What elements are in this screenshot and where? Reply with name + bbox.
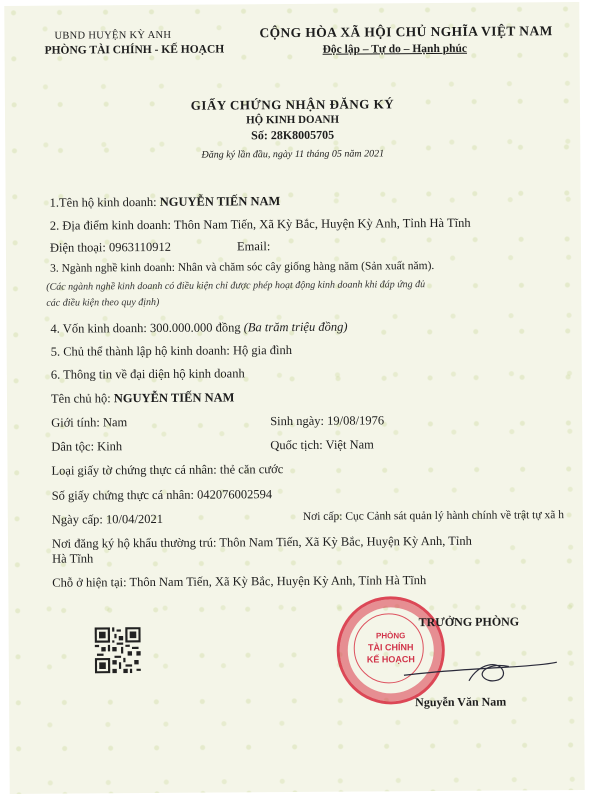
owner-birthdate: Sinh ngày: 19/08/1976 bbox=[270, 413, 385, 429]
owner-nationality: Quốc tịch: Việt Nam bbox=[270, 437, 374, 453]
owner-row bbox=[51, 390, 235, 406]
permanent-residence-line1: Nơi đăng ký hộ khẩu thường trú: Thôn Nam Tiến, Xã Kỳ Bắc, Huyện Kỳ Anh, Tỉnh bbox=[51, 533, 472, 551]
phone-row bbox=[50, 240, 171, 256]
first-registration-date: Đăng ký lần đầu, ngày 11 tháng 05 năm 2021 bbox=[201, 148, 385, 161]
signatory-title: TRƯỞNG PHÒNG bbox=[418, 614, 520, 630]
representative-heading: 6. Thông tin về đại diện hộ kinh doanh bbox=[50, 366, 245, 382]
id-issue-place: Nơi cấp: Cục Cảnh sát quản lý hành chính về trật tự xã h bbox=[302, 509, 564, 523]
owner-gender: Giới tính: Nam bbox=[51, 415, 128, 430]
permanent-residence-line2: Hà Tĩnh bbox=[52, 551, 94, 566]
id-issue-date: Ngày cấp: 10/04/2021 bbox=[51, 511, 163, 527]
id-document-number: Số giấy chứng thực cá nhân: 042076002594 bbox=[51, 487, 273, 503]
business-sector-note-1: (Các ngành nghề kinh doanh có điều kiện chỉ được phép hoạt động kinh doanh khi đáp ứng đủ bbox=[46, 279, 426, 293]
business-name-label: 1.Tên hộ kinh doanh: bbox=[49, 194, 160, 210]
business-sector-note-2: các điều kiện theo quy định) bbox=[46, 296, 160, 309]
owner-label: Tên chủ hộ: bbox=[50, 391, 114, 406]
issuer-authority: UBND HUYỆN KỲ ANH bbox=[54, 29, 172, 42]
seal-text-line1: PHÒNG bbox=[375, 631, 406, 641]
national-title: CỘNG HÒA XÃ HỘI CHỦ NGHĨA VIỆT NAM bbox=[259, 23, 553, 41]
document-subtitle: HỘ KINH DOANH bbox=[246, 113, 340, 127]
business-name-value: NGUYỄN TIẾN NAM bbox=[159, 194, 281, 209]
capital-value: 4. Vốn kinh doanh: 300.000.000 đồng bbox=[50, 320, 241, 336]
owner-ethnicity: Dân tộc: Kinh bbox=[51, 439, 123, 454]
email-label: Email: bbox=[236, 239, 271, 254]
qr-code-icon bbox=[95, 627, 141, 673]
id-document-type: Loại giấy tờ chứng thực cá nhân: thẻ căn cước bbox=[51, 462, 284, 478]
signatory-name: Nguyễn Văn Nam bbox=[415, 694, 507, 710]
current-residence: Chỗ ở hiện tại: Thôn Nam Tiến, Xã Kỳ Bắc, Huyện Kỳ Anh, Tỉnh Hà Tĩnh bbox=[52, 573, 427, 590]
seal-text-line2: TÀI CHÍNH bbox=[367, 642, 414, 653]
document-title: GIẤY CHỨNG NHẬN ĐĂNG KÝ bbox=[190, 96, 395, 113]
owner-name: NGUYỄN TIẾN NAM bbox=[113, 390, 235, 406]
certificate-number: Số: 28K8005705 bbox=[251, 127, 335, 143]
phone-label: Điện thoại: bbox=[49, 240, 106, 255]
capital-in-words: (Ba trăm triệu đồng) bbox=[243, 319, 348, 335]
seal-text-line3: KẾ HOẠCH bbox=[366, 654, 415, 665]
national-motto: Độc lập – Tự do – Hạnh phúc bbox=[322, 42, 468, 56]
capital-row bbox=[50, 320, 347, 337]
certificate-page bbox=[4, 2, 584, 794]
business-location: 2. Địa điểm kinh doanh: Thôn Nam Tiến, Xã Kỳ Bắc, Huyện Kỳ Anh, Tỉnh Hà Tĩnh bbox=[49, 215, 471, 233]
business-name-row bbox=[50, 194, 281, 211]
business-sector: 3. Ngành nghề kinh doanh: Nhân và chăm sóc cây giống hàng năm (Sản xuất năm). bbox=[50, 260, 435, 275]
phone-value: 0963110912 bbox=[108, 239, 172, 255]
founding-entity: 5. Chủ thể thành lập hộ kinh doanh: Hộ gia đình bbox=[50, 343, 293, 359]
signature-icon bbox=[399, 642, 559, 693]
issuer-department: PHÒNG TÀI CHÍNH - KẾ HOẠCH bbox=[44, 43, 225, 57]
